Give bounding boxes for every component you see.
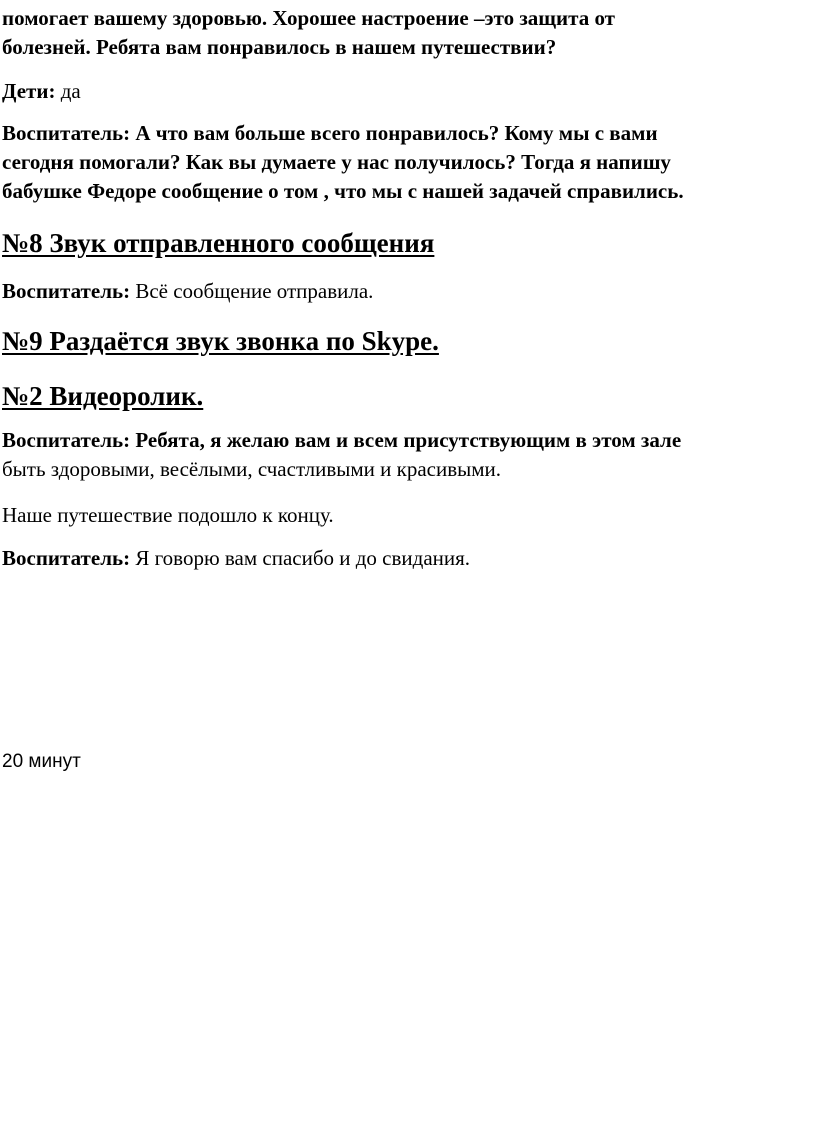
children-reply-paragraph [2,77,802,106]
question-line-3: бабушке Федоре сообщение о том , что мы с нашей задачей справились. [2,179,684,203]
teacher-sent-paragraph [2,277,802,306]
section-heading-2: №2 Видеоролик. [2,381,204,411]
speaker-label: Дети: [2,79,56,103]
question-line-2: сегодня помогали? Как вы думаете у нас получилось? Тогда я напишу [2,150,671,174]
question-line-1: А что вам больше всего понравилось? Кому мы с вами [135,121,658,145]
teacher-question-paragraph [2,119,802,206]
speaker-label: Воспитатель: [2,546,131,570]
farewell-text: Я говорю вам спасибо и до свидания. [135,546,471,570]
speaker-label: Воспитатель: [2,279,131,303]
journey-end-paragraph: Наше путешествие подошло к концу. [2,503,334,527]
intro-line-1: помогает вашему здоровью. Хорошее настроение –это защита от [2,6,615,30]
duration-note: 20 минут [2,751,81,772]
speaker-label: Воспитатель: [2,428,131,452]
teacher-farewell-paragraph [2,544,802,573]
teacher-wish-paragraph [2,426,802,484]
section-heading-9: №9 Раздаётся звук звонка по Skype. [2,326,439,356]
wish-bold-text: Ребята, я желаю вам и всем присутствующим в этом зале [135,428,682,452]
section-heading-8: №8 Звук отправленного сообщения [2,228,435,258]
intro-line-2: болезней. Ребята вам понравилось в нашем путешествии? [2,35,557,59]
intro-paragraph [2,4,802,62]
wish-line-2: быть здоровыми, весёлыми, счастливыми и красивыми. [2,457,501,481]
sent-text: Всё сообщение отправила. [135,279,374,303]
speaker-label: Воспитатель: [2,121,131,145]
reply-text: да [60,79,81,103]
